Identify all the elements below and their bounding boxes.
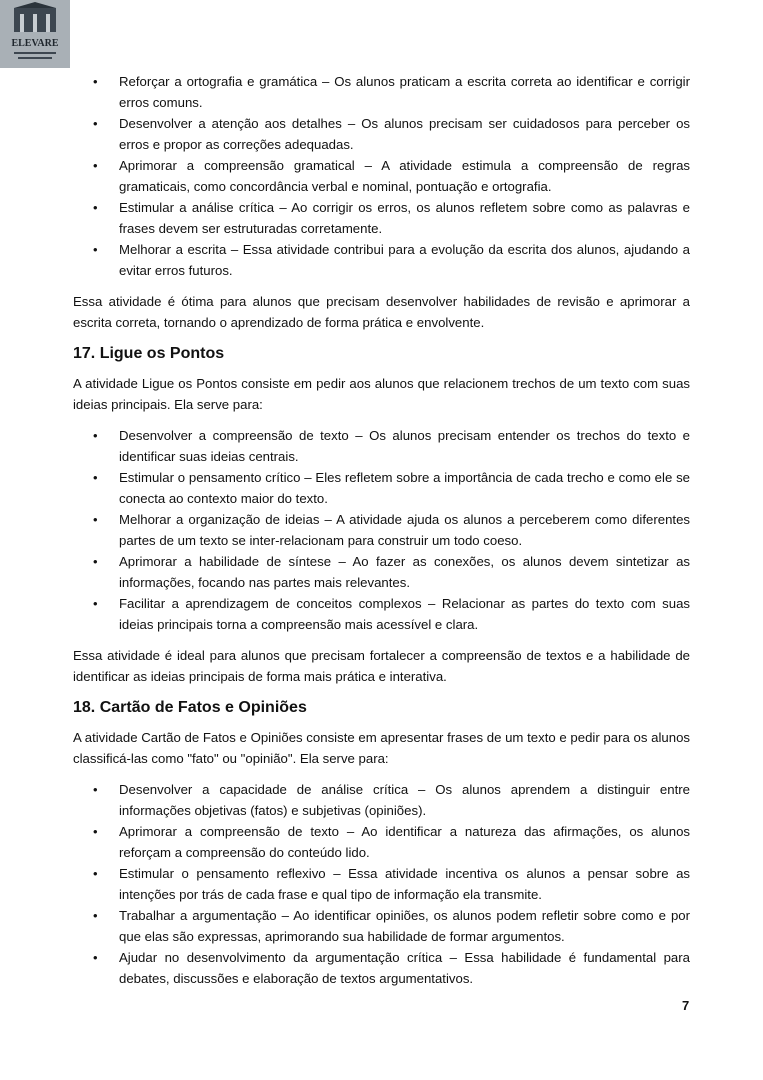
item-text: Ao identificar opiniões, os alunos podem refletir sobre como e por que elas são expressas, aprimorando sua habilidade de formar argumentos. — [119, 908, 691, 944]
list-item: • Aprimorar a compreensão gramatical – A atividade estimula a compreensão de regras gramaticais, como concordância verbal e nominal, pontuação e ortografia. — [73, 155, 690, 197]
item-text: Os alunos aprendem a distinguir entre informações objetivas (fatos) e subjetivas (opiniões). — [119, 782, 690, 818]
item-text: A atividade estimula a compreensão de regras gramaticais, como concordância verbal e nominal, pontuação e ortografia. — [119, 158, 691, 194]
item-title: Estimular o pensamento crítico — [119, 470, 301, 485]
section-17-list — [73, 425, 690, 635]
item-title: Melhorar a organização de ideias — [119, 512, 320, 527]
list-item: • Aprimorar a habilidade de síntese – Ao fazer as conexões, os alunos devem sintetizar as informações, focando nas partes mais relevantes. — [73, 551, 690, 593]
item-text: Relacionar as partes do texto com suas ideias principais torna a compreensão mais acessível e clara. — [119, 596, 691, 632]
item-title: Aprimorar a compreensão gramatical — [119, 158, 355, 173]
page-content — [73, 71, 690, 989]
item-text: Ao fazer as conexões, os alunos devem sintetizar as informações, focando nas partes mais relevantes. — [119, 554, 691, 590]
logo-wordmark: ELEVARE — [11, 38, 59, 49]
list-item: • Reforçar a ortografia e gramática – Os alunos praticam a escrita correta ao identificar e corrigir erros comuns. — [73, 71, 690, 113]
list-item: • Melhorar a organização de ideias – A atividade ajuda os alunos a perceberem como diferentes partes de um texto se inter-relacionam para construir um todo coeso. — [73, 509, 690, 551]
logo-emblem-icon — [0, 0, 70, 68]
list-item: • Ajudar no desenvolvimento da argumentação crítica – Essa habilidade é fundamental para debates, discussões e elaboração de textos argumentativos. — [73, 947, 690, 989]
section-17-closing: Essa atividade é ideal para alunos que precisam fortalecer a compreensão de textos e a habilidade de identificar as ideias principais de forma mais prática e interativa. — [73, 648, 690, 684]
item-title: Reforçar a ortografia e gramática — [119, 74, 318, 89]
item-text: Ao identificar a natureza das afirmações, os alunos reforçam a compreensão do conteúdo lido. — [119, 824, 690, 860]
item-title: Desenvolver a capacidade de análise crítica — [119, 782, 409, 797]
list-item: • Facilitar a aprendizagem de conceitos complexos – Relacionar as partes do texto com suas ideias principais torna a compreensão mais acessível e clara. — [73, 593, 690, 635]
closing-paragraph-1: Essa atividade é ótima para alunos que precisam desenvolver habilidades de revisão e aprimorar a escrita correta, tornando o aprendizado de forma prática e envolvente. — [73, 294, 690, 330]
item-text: Os alunos precisam ser cuidadosos para perceber os erros e propor as correções adequadas. — [119, 116, 690, 152]
section-17-heading: 17. Ligue os Pontos — [73, 345, 225, 362]
list-item: • Trabalhar a argumentação – Ao identificar opiniões, os alunos podem refletir sobre como e por que elas são expressas, aprimorando sua habilidade de formar argumentos. — [73, 905, 690, 947]
item-text: Os alunos praticam a escrita correta ao identificar e corrigir erros comuns. — [119, 74, 690, 110]
list-item: • Estimular o pensamento crítico – Eles refletem sobre a importância de cada trecho e como ele se conecta ao contexto maior do texto. — [73, 467, 690, 509]
benefits-list-1 — [73, 71, 690, 281]
list-item: • Estimular a análise crítica – Ao corrigir os erros, os alunos refletem sobre como as palavras e frases devem ser estruturadas corretamente. — [73, 197, 690, 239]
publisher-logo — [0, 0, 70, 68]
item-text: A atividade ajuda os alunos a perceberem como diferentes partes de um texto se inter-relacionam para construir um todo coeso. — [119, 512, 691, 548]
item-title: Ajudar no desenvolvimento da argumentação crítica — [119, 950, 443, 965]
list-item: • Desenvolver a compreensão de texto – Os alunos precisam entender os trechos do texto e identificar suas ideias centrais. — [73, 425, 690, 467]
item-title: Trabalhar a argumentação — [119, 908, 277, 923]
item-title: Desenvolver a atenção aos detalhes — [119, 116, 342, 131]
item-title: Aprimorar a habilidade de síntese — [119, 554, 332, 569]
section-17-intro: A atividade Ligue os Pontos consiste em pedir aos alunos que relacionem trechos de um texto com suas ideias principais. Ela serve para: — [73, 376, 690, 412]
item-title: Melhorar a escrita — [119, 242, 227, 257]
item-text: Essa atividade contribui para a evolução da escrita dos alunos, ajudando a evitar erros futuros. — [119, 242, 690, 278]
item-text: Os alunos precisam entender os trechos do texto e identificar suas ideias centrais. — [119, 428, 691, 464]
item-title: Aprimorar a compreensão de texto — [119, 824, 339, 839]
list-item: • Aprimorar a compreensão de texto – Ao identificar a natureza das afirmações, os alunos reforçam a compreensão do conteúdo lido. — [73, 821, 690, 863]
list-item: • Desenvolver a atenção aos detalhes – Os alunos precisam ser cuidadosos para perceber os erros e propor as correções adequadas. — [73, 113, 690, 155]
item-title: Estimular a análise crítica — [119, 200, 275, 215]
list-item: • Desenvolver a capacidade de análise crítica – Os alunos aprendem a distinguir entre informações objetivas (fatos) e subjetivas (opiniões). — [73, 779, 690, 821]
list-item: • Melhorar a escrita – Essa atividade contribui para a evolução da escrita dos alunos, ajudando a evitar erros futuros. — [73, 239, 690, 281]
item-text: Essa habilidade é fundamental para debates, discussões e elaboração de textos argumentativos. — [119, 950, 690, 986]
item-text: Eles refletem sobre a importância de cada trecho e como ele se conecta ao contexto maior do texto. — [119, 470, 691, 506]
page-number: 7 — [682, 998, 690, 1013]
item-title: Facilitar a aprendizagem de conceitos complexos — [119, 596, 422, 611]
list-item: • Estimular o pensamento reflexivo – Essa atividade incentiva os alunos a pensar sobre as intenções por trás de cada frase e qual tipo de informação ela transmite. — [73, 863, 690, 905]
item-text: Essa atividade incentiva os alunos a pensar sobre as intenções por trás de cada frase e qual tipo de informação ela transmite. — [119, 866, 691, 902]
item-title: Estimular o pensamento reflexivo — [119, 866, 326, 881]
section-18-intro: A atividade Cartão de Fatos e Opiniões consiste em apresentar frases de um texto e pedir para os alunos classificá-las como "fato" ou "opinião". Ela serve para: — [73, 730, 690, 766]
item-text: Ao corrigir os erros, os alunos refletem sobre como as palavras e frases devem ser estruturadas corretamente. — [119, 200, 691, 236]
section-18-list — [73, 779, 690, 989]
item-title: Desenvolver a compreensão de texto — [119, 428, 349, 443]
section-18-heading: 18. Cartão de Fatos e Opiniões — [73, 699, 307, 716]
